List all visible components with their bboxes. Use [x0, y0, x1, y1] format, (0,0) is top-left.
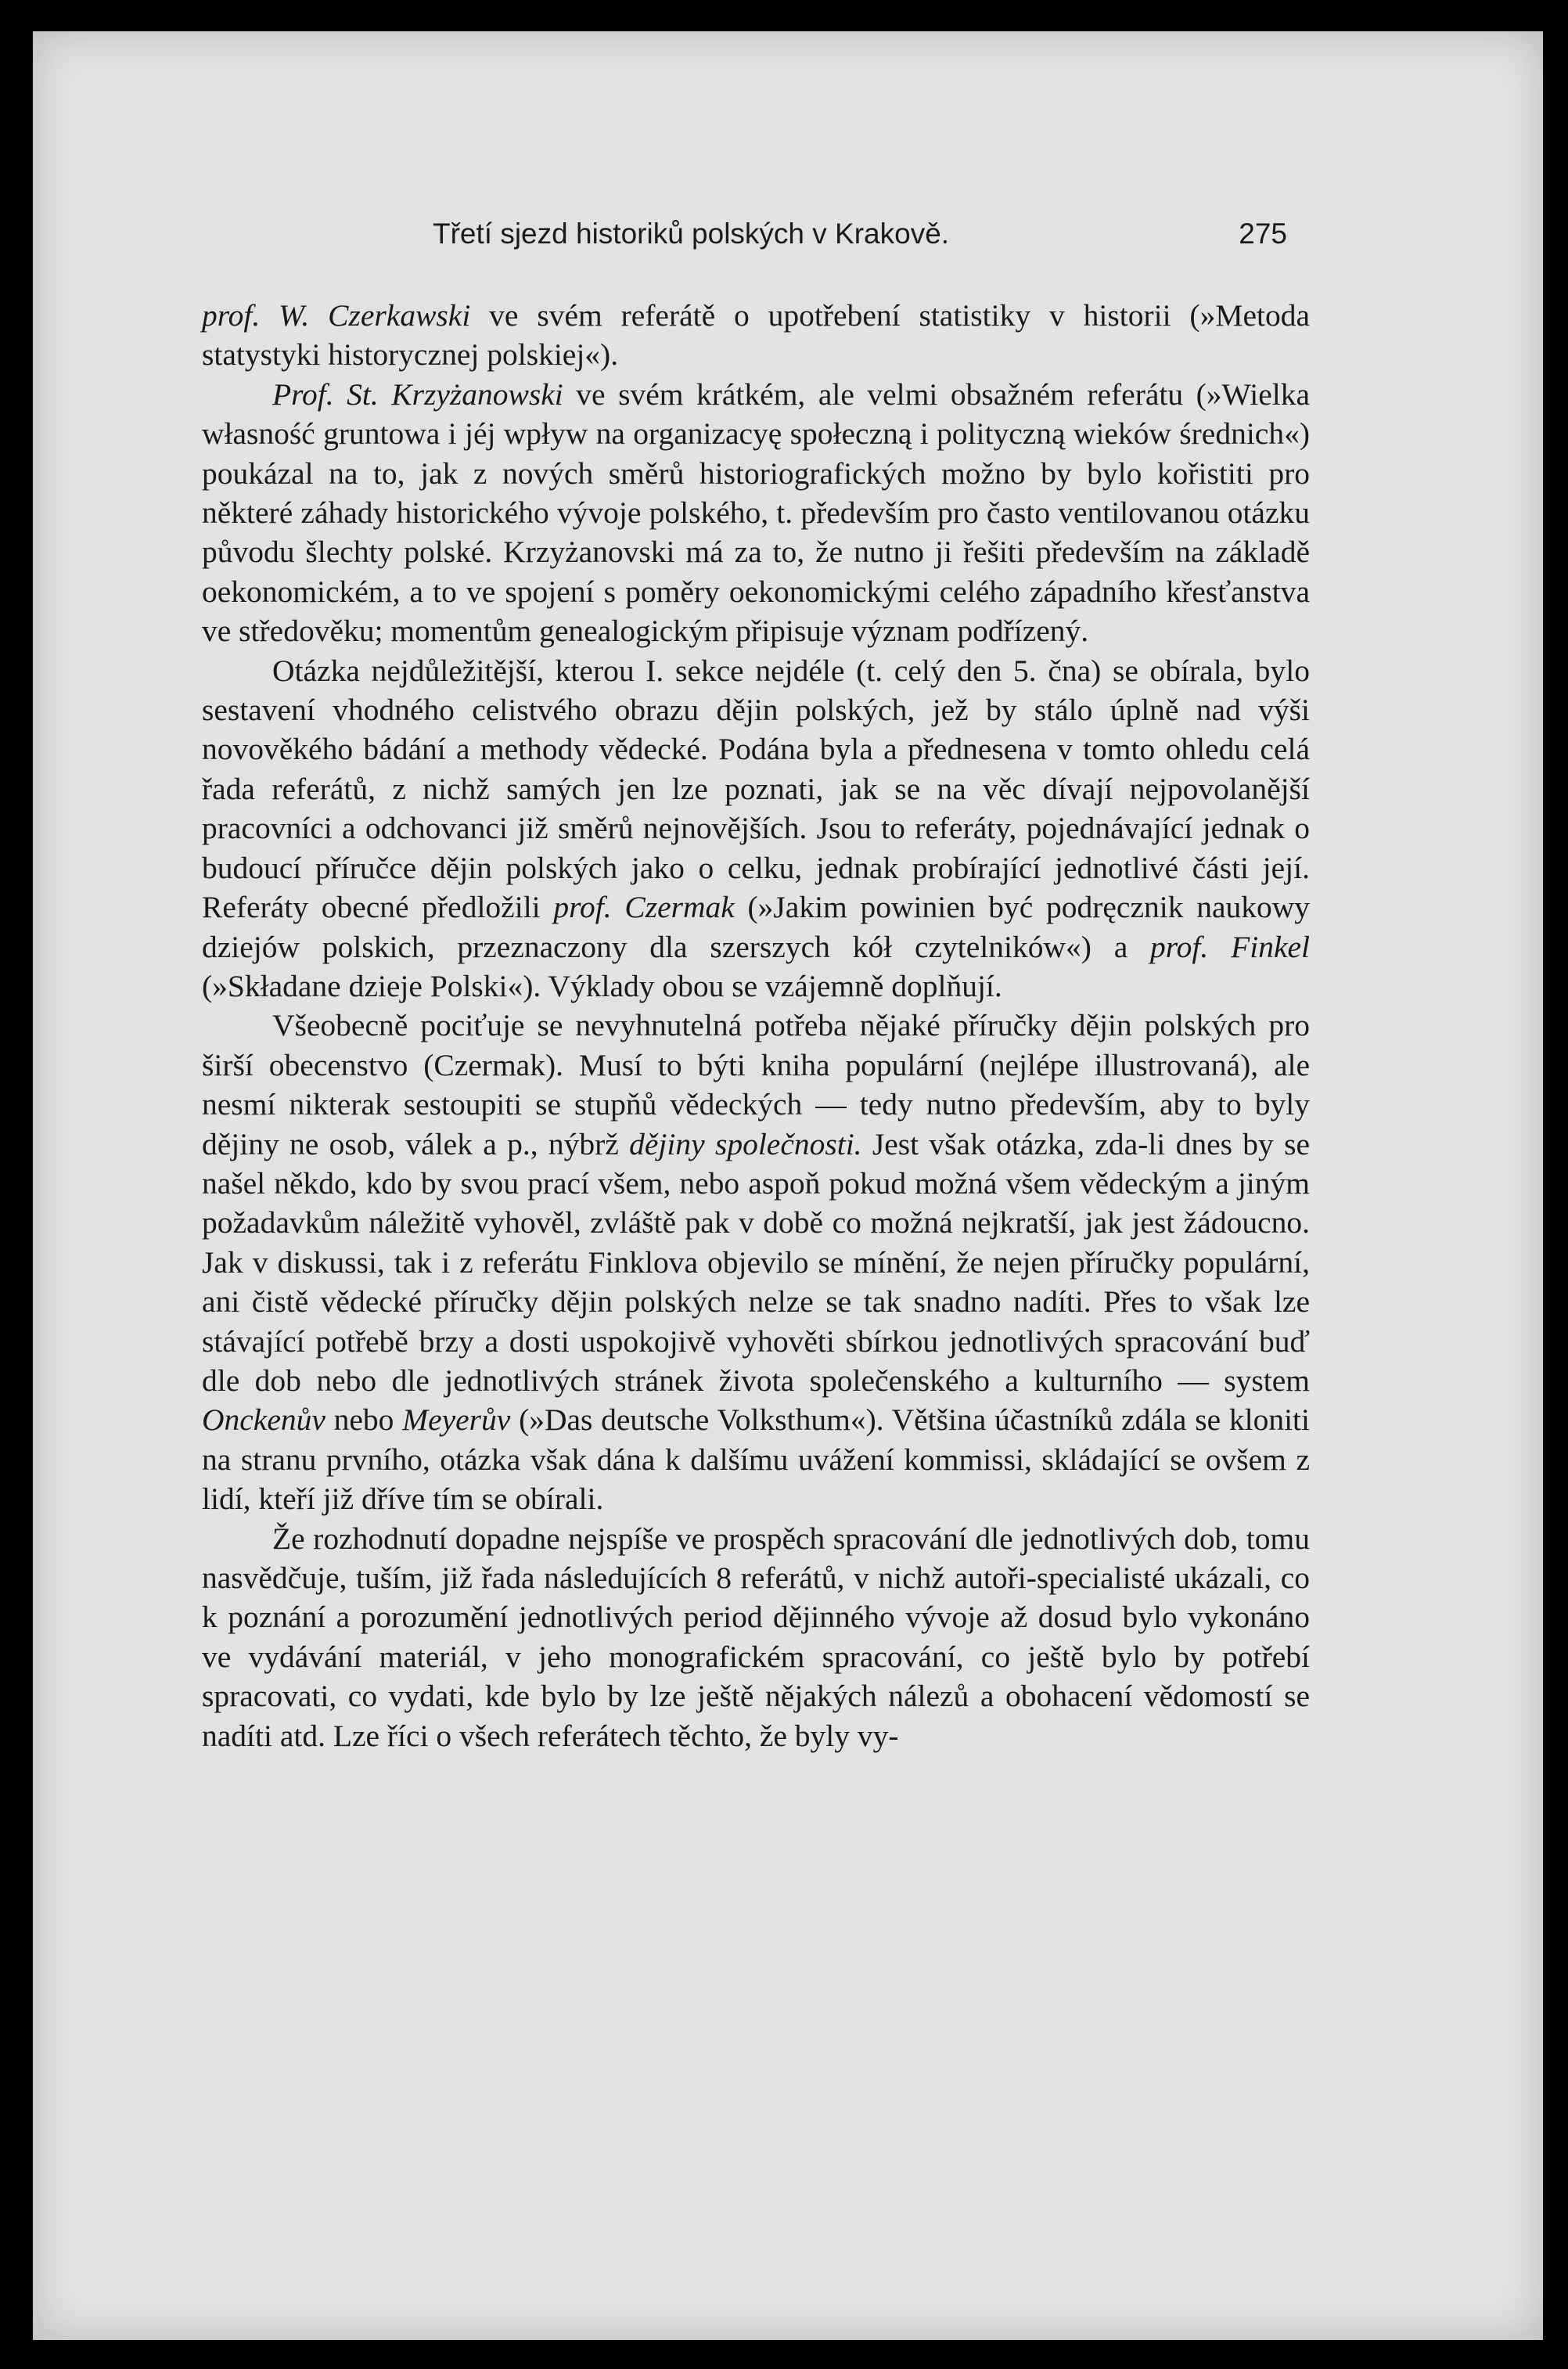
- text-run: Onckenův: [202, 1402, 325, 1438]
- paragraph-2: [202, 375, 1310, 651]
- text-run: Že rozhodnutí dopadne nejspíše ve prospěch spracování dle jednotlivých dob, tomu nasvědčuje, tuším, již řada následujících 8 referátů, v nichž autoři-specialisté ukázali, co k poznání a porozumění jednotlivých period dějinného vývoje až dosud bylo vykonáno ve vydávání materiál, v jeho monografickém spracování, co ještě bylo by potřebí spracovati, co vydati, kde bylo by lze ještě nějakých nálezů a obohacení vědomostí se nadíti atd. Lze říci o všech referátech těchto, že byly vy-: [202, 1521, 1310, 1753]
- paragraph-4: [202, 1006, 1310, 1518]
- text-run: Otázka nejdůležitější, kterou I. sekce nejdéle (t. celý den 5. čna) se obírala, bylo sestavení vhodného celistvého obrazu dějin polských, jež by stálo úplně nad výši novověkého bádání a methody vědecké. Podána byla a přednesena v tomto ohledu celá řada referátů, z nichž samých jen lze poznati, jak se na věc dívají nejpovolanější pracovníci a odchovanci již směrů nejnovějších. Jsou to referáty, pojednávající jednak o budoucí příručce dějin polských jako o celku, jednak probírající jednotlivé části její. Referáty obecné předložili: [202, 653, 1310, 925]
- text-run: prof. Finkel: [1150, 929, 1310, 964]
- text-run: (»Das deutsche Volksthum«). Většina účastníků zdála se kloniti na stranu prvního, otázka však dána k dalšímu uvážení kommissi, skládající se ovšem z lidí, kteří již dříve tím se obírali.: [202, 1402, 1310, 1517]
- text-run: ve svém krátkém, ale velmi obsažném referátu (»Wielka własność gruntowa i jéj wpływ na organizacyę społeczną i polityczną wieków średnich«) poukázal na to, jak z nových směrů historiografických možno by bylo kořistiti pro některé záhady historického vývoje polského, t. především pro často ventilovanou otázku původu šlechty polské. Krzyżanovski má za to, že nutno ji řešiti především na základě oekonomickém, a to ve spojení s poměry oekonomickými celého západního křesťanstva ve středověku; momentům genealogickým připisuje význam podřízený.: [202, 376, 1311, 649]
- text-run: (»Składane dzieje Polski«). Výklady obou se vzájemně doplňují.: [202, 968, 1002, 1003]
- text-run: Meyerův: [402, 1402, 511, 1438]
- text-run: ve svém referátě o upotřebení statistiky v historii (»Metoda statystyki historycznej polskiej«).: [202, 298, 1310, 373]
- paragraph-5: [202, 1519, 1310, 1755]
- text-run: Všeobecně pociťuje se nevyhnutelná potřeba nějaké příručky dějin polských pro širší obecenstvo (Czermak). Musí to býti kniha populární (nejlépe illustrovaná), ale nesmí nikterak sestoupiti se stupňů vědeckých — tedy nutno především, aby to byly dějiny ne osob, válek a p., nýbrž: [202, 1008, 1310, 1161]
- text-run: nebo: [325, 1402, 403, 1438]
- text-run: dějiny společnosti.: [629, 1126, 862, 1161]
- text-run: prof. W. Czerkawski: [202, 298, 471, 333]
- paragraph-3: [202, 651, 1310, 1006]
- body-text: [202, 296, 1310, 1755]
- text-run: Prof. St. Krzyżanowski: [272, 376, 563, 412]
- page-header: [207, 218, 1311, 265]
- text-run: (»Jakim powinien być podręcznik naukowy dziejów polskich, przeznaczony dla szerszych kół czytelników«) a: [202, 890, 1311, 964]
- page-number: 275: [1239, 218, 1287, 250]
- text-run: prof. Czermak: [553, 890, 735, 925]
- text-run: Jest však otázka, zda-li dnes by se našel někdo, kdo by svou prací všem, nebo aspoň pokud možná všem vědeckým a jiným požadavkům náležitě vyhověl, zvláště pak v době co možná nejkratší, jak jest žádoucno. Jak v diskussi, tak i z referátu Finklova objevilo se mínění, že nejen příručky populární, ani čistě vědecké příručky dějin polských nelze se tak snadno nadíti. Přes to však lze stávající potřebě brzy a dosti uspokojivě vyhověti sbírkou jednotlivých spracování buď dle dob nebo dle jednotlivých stránek života společenského a kulturního — system: [202, 1126, 1311, 1398]
- paragraph-1: [202, 296, 1310, 375]
- running-title: Třetí sjezd historiků polských v Krakově.: [433, 218, 950, 250]
